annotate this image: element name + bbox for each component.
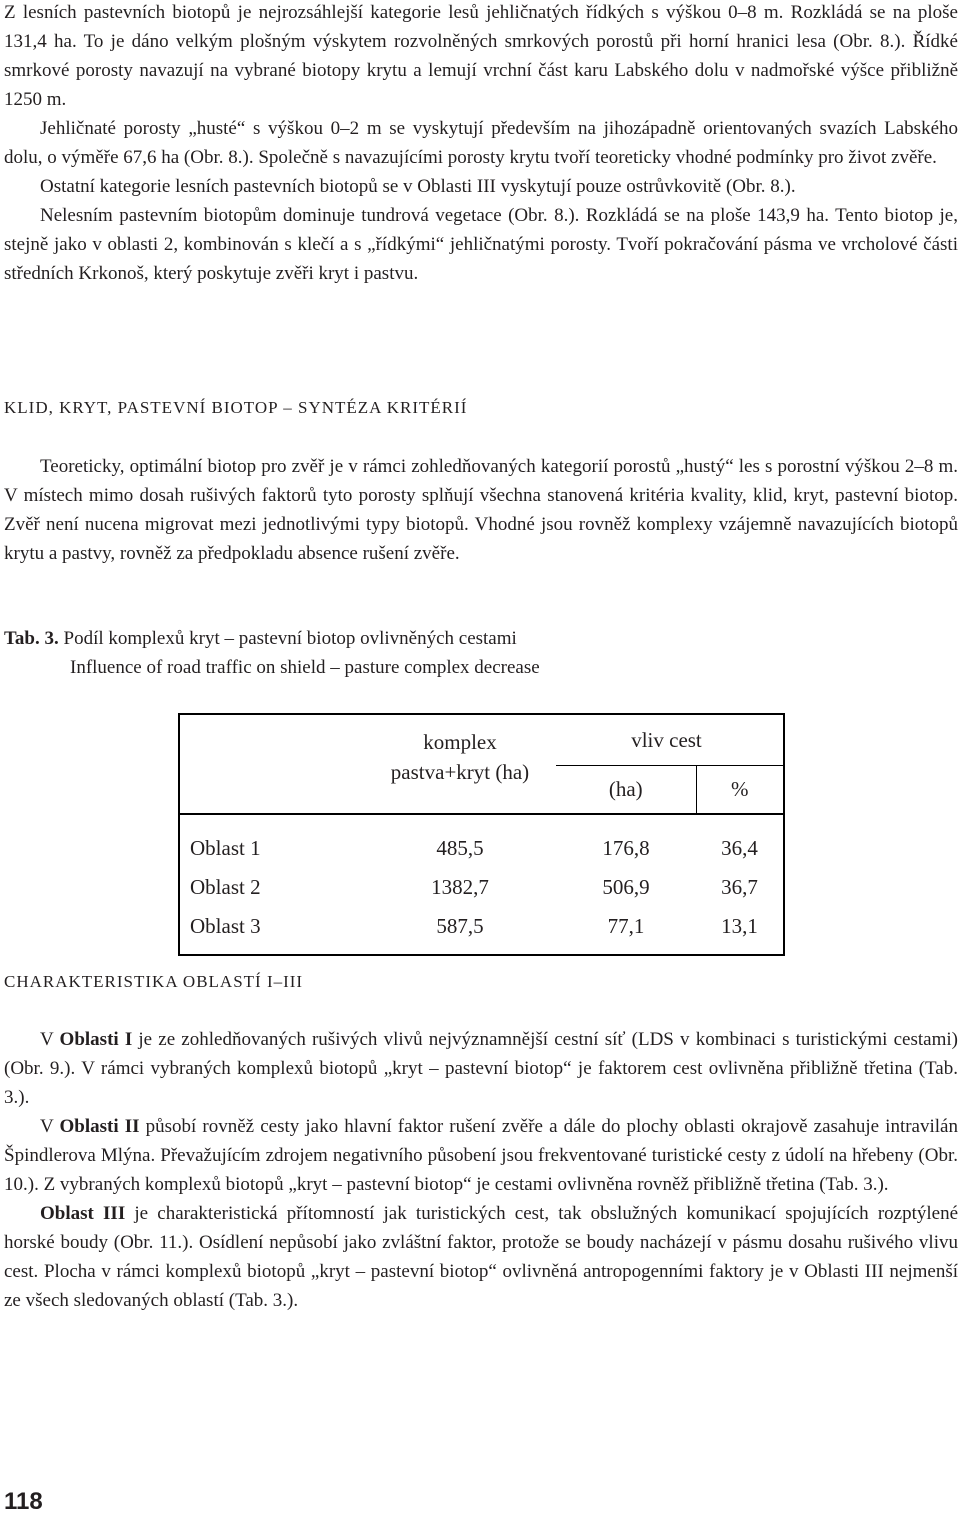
section-heading: CHARAKTERISTIKA OBLASTÍ I–III bbox=[4, 972, 304, 991]
header-vliv-cest: vliv cest bbox=[556, 714, 784, 766]
header-ha: (ha) bbox=[556, 766, 696, 815]
header-komplex: komplex pastva+kryt (ha) bbox=[390, 730, 530, 784]
page-number: 118 bbox=[4, 1488, 43, 1515]
paragraph: Nelesním pastevním biotopům dominuje tundrová vegetace (Obr. 8.). Rozkládá se na ploše 143,9 ha. Tento biotop je, stejně jako v oblasti 2, kombinován s klečí a s „řídkými“ jehličnatými porosty. Tvoří pokračování pásma ve vrcholové části středních Krkonoš, který poskytuje zvěři kryt i pastvu. bbox=[4, 205, 958, 284]
table-row: Oblast 3 587,5 77,1 13,1 bbox=[190, 914, 758, 938]
header-pct: % bbox=[696, 766, 784, 815]
paragraph-oblast-3: Oblast III je charakteristická přítomností jak turistických cest, tak obslužných komunikací spojujících rozptýlené horské boudy (Obr. 11.). Osídlení nepůsobí jako zvláštní faktor, protože se boudy nacházejí v pásmu dosahu rušivého vlivu cest. Plocha v rámci komplexů biotopů „kryt – pastevní biotop“ ovlivněná antropogenními faktory je v Oblasti III nejmenší ze všech sledovaných oblastí (Tab. 3.). bbox=[4, 1203, 959, 1311]
table-row: Oblast 2 1382,7 506,9 36,7 bbox=[190, 875, 758, 899]
paragraph: Ostatní kategorie lesních pastevních biotopů se v Oblasti III vyskytují pouze ostrůvkovitě (Obr. 8.). bbox=[40, 176, 796, 197]
paragraph-oblast-1: V Oblasti I je ze zohledňovaných rušivých vlivů nejvýznamnější cestní síť (LDS v kombinaci s turistickými cestami) (Obr. 9.). V rámci vybraných komplexů biotopů „kryt – pastevní biotop“ je faktorem cest ovlivněna přibližně třetina (Tab. 3.). bbox=[4, 1029, 958, 1108]
paragraph: Jehličnaté porosty „husté“ s výškou 0–2 m se vyskytují především na jihozápadně orientovaných svazích Labského dolu, o výměře 67,6 ha (Obr. 8.). Společně s navazujícími porosty krytu tvoří teoreticky vhodné podmínky pro život zvěře. bbox=[4, 118, 958, 168]
paragraph: Z lesních pastevních biotopů je nejrozsáhlejší kategorie lesů jehličnatých řídkých s výškou 0–8 m. Rozkládá se na ploše 131,4 ha. To je dáno velkým plošným výskytem rozvolněných smrkových porostů při horní hranici lesa (Obr. 8.). Řídké smrkové porosty navazují na vybrané biotopy krytu a lemují vrchní část karu Labského dolu v nadmořské výšce přibližně 1250 m. bbox=[4, 2, 958, 110]
table-caption bbox=[4, 624, 540, 682]
table-label: Tab. 3. bbox=[4, 628, 59, 649]
oblasti-section bbox=[4, 1025, 958, 1315]
paragraph-oblast-2: V Oblasti II působí rovněž cesty jako hlavní faktor rušení zvěře a dále do plochy oblasti okrajově zasahuje intravilán Špindlerova Mlýna. Převažujícím zdrojem negativního působení jsou frekventované turistické cesty z údolí na hřebeny (Obr. 10.). Z vybraných komplexů biotopů „kryt – pastevní biotop“ je cestami ovlivněna rovněž přibližně třetina (Tab. 3.). bbox=[4, 1116, 958, 1195]
table-row: Oblast 1 485,5 176,8 36,4 bbox=[179, 814, 784, 868]
intro-section bbox=[4, 0, 958, 288]
section-heading: KLID, KRYT, PASTEVNÍ BIOTOP – SYNTÉZA KRITÉRIÍ bbox=[4, 398, 468, 417]
paragraph: Teoreticky, optimální biotop pro zvěř je v rámci zohledňovaných kategorií porostů „hustý“ les s porostní výškou 2–8 m. V místech mimo dosah rušivých faktorů tyto porosty splňují všechna stanovená kritéria kvality, klid, kryt, pastevní biotop. Zvěř není nucena migrovat mezi jednotlivými typy biotopů. Vhodné jsou rovněž komplexy vzájemně navazujících biotopů krytu a pastvy, rovněž za předpokladu absence rušení zvěře. bbox=[4, 456, 958, 564]
data-table bbox=[178, 713, 785, 956]
table-caption-en: Influence of road traffic on shield – pasture complex decrease bbox=[70, 657, 540, 678]
table-caption-cz: Podíl komplexů kryt – pastevní biotop ovlivněných cestami bbox=[63, 628, 517, 649]
